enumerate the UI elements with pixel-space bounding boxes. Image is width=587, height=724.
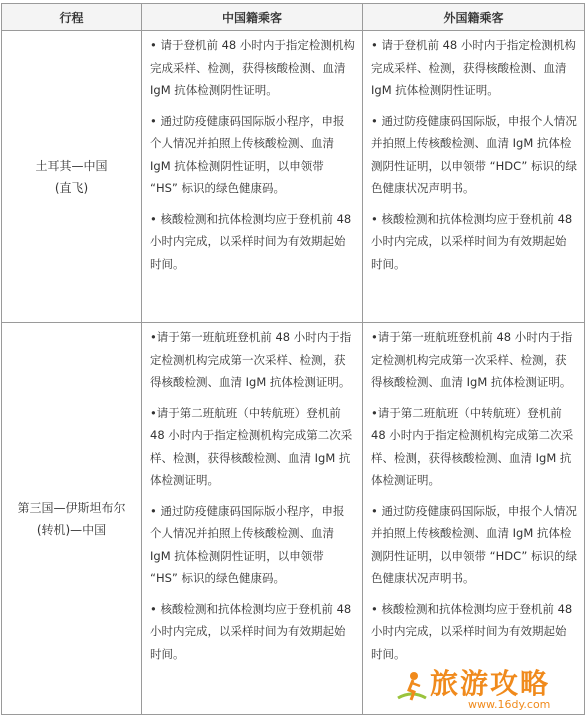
requirement-item: • 请于登机前 48 小时内于指定检测机构完成采样、检测，获得核酸检测、血清 IgM 抗体检测阴性证明。 [150, 38, 355, 97]
route-line: 土耳其—中国 [35, 158, 108, 173]
header-foreign-passengers: 外国籍乘客 [363, 4, 585, 31]
route-line: 第三国—伊斯坦布尔 [17, 500, 126, 515]
route-line: (转机)—中国 [36, 522, 107, 537]
requirement-item: •请于第二班航班（中转航班）登机前 48 小时内于指定检测机构完成第二次采样、检测，获得核酸检测、血清 IgM 抗体检测证明。 [150, 405, 353, 487]
requirement-item: • 核酸检测和抗体检测均应于登机前 48 小时内完成，以采样时间为有效期起始时间。 [150, 211, 352, 271]
requirement-item: • 核酸检测和抗体检测均应于登机前 48 小时内完成，以采样时间为有效期起始时间。 [371, 601, 573, 661]
requirement-item: •请于第一班航班登机前 48 小时内于指定检测机构完成第一次采样、检测，获得核酸检测、血清 IgM 抗体检测证明。 [371, 330, 573, 389]
requirement-item: • 核酸检测和抗体检测均应于登机前 48 小时内完成，以采样时间为有效期起始时间。 [150, 601, 352, 661]
requirement-item: • 通过防疫健康码国际版，申报个人情况并拍照上传核酸检测、血清 IgM 抗体检测阴性证明，以申领带 “HDC” 标识的绿色健康状况声明书。 [371, 503, 577, 585]
requirement-item: • 通过防疫健康码国际版小程序，申报个人情况并拍照上传核酸检测、血清 IgM 抗体检测阴性证明，以申领带 “HS” 标识的绿色健康码。 [150, 503, 345, 585]
header-route: 行程 [2, 4, 142, 31]
route-cell [2, 323, 142, 715]
foreign-requirements-cell [363, 323, 585, 715]
requirement-item: • 核酸检测和抗体检测均应于登机前 48 小时内完成，以采样时间为有效期起始时间。 [371, 211, 573, 271]
chinese-requirements-cell [142, 31, 363, 323]
requirement-item: •请于第二班航班（中转航班）登机前 48 小时内于指定检测机构完成第二次采样、检测，获得核酸检测、血清 IgM 抗体检测证明。 [371, 405, 574, 487]
requirement-item: • 请于登机前 48 小时内于指定检测机构完成采样、检测，获得核酸检测、血清 IgM 抗体检测阴性证明。 [371, 38, 576, 97]
chinese-requirements-cell [142, 323, 363, 715]
header-chinese-passengers: 中国籍乘客 [142, 4, 363, 31]
table-row [2, 31, 585, 323]
route-line: (直飞) [54, 180, 89, 195]
traveler-logo-icon [394, 668, 430, 704]
requirement-item: • 通过防疫健康码国际版，申报个人情况并拍照上传核酸检测、血清 IgM 抗体检测阴性证明，以申领带 “HDC” 标识的绿色健康状况声明书。 [371, 113, 577, 195]
route-cell [2, 31, 142, 323]
table-header-row [2, 4, 585, 31]
foreign-requirements-cell [363, 31, 585, 323]
watermark-brand: 旅游攻略 [430, 667, 551, 700]
requirement-item: • 通过防疫健康码国际版小程序，申报个人情况并拍照上传核酸检测、血清 IgM 抗体检测阴性证明，以申领带 “HS” 标识的绿色健康码。 [150, 113, 345, 195]
watermark-url: www.16dy.com [468, 698, 551, 711]
requirement-item: •请于第一班航班登机前 48 小时内于指定检测机构完成第一次采样、检测，获得核酸检测、血清 IgM 抗体检测证明。 [150, 330, 352, 389]
table-row [2, 323, 585, 715]
entry-requirements-table [1, 3, 585, 715]
